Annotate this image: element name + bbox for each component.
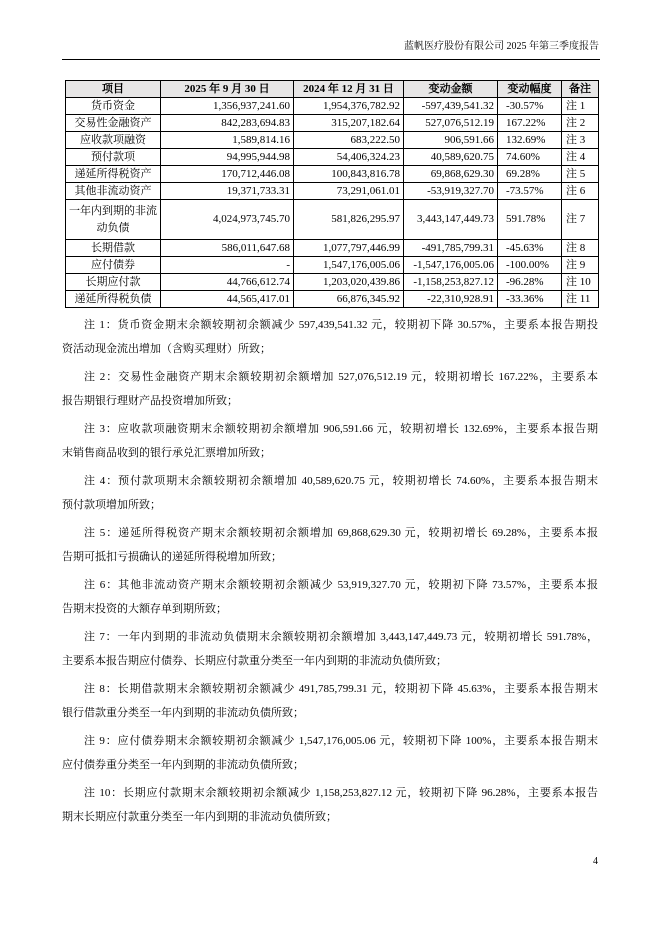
change-amount: 40,589,620.75 xyxy=(404,149,498,166)
current-period-value: 586,011,647.68 xyxy=(161,240,294,257)
current-period-value: 1,589,814.16 xyxy=(161,132,294,149)
prior-period-value: 1,954,376,782.92 xyxy=(294,98,404,115)
note-line: 告期末投资的大额存单到期所致； xyxy=(62,603,227,615)
row-item-label: 应收款项融资 xyxy=(66,132,161,149)
note-ref: 注 3 xyxy=(562,132,599,149)
note-line: 注 10：长期应付款期末余额较期初余额减少 1,158,253,827.12 元，较期初下降 96.28%，主要系本报告 xyxy=(84,787,598,799)
prior-period-value: 66,876,345.92 xyxy=(294,291,404,308)
row-item-label: 预付款项 xyxy=(66,149,161,166)
column-header-note: 备注 xyxy=(562,81,599,98)
notes-section xyxy=(62,313,598,833)
note-ref: 注 6 xyxy=(562,183,599,200)
row-item-label: 应付债券 xyxy=(66,257,161,274)
note-paragraph-5 xyxy=(62,521,598,569)
table-row xyxy=(66,240,599,257)
note-line: 末销售商品收到的银行承兑汇票增加所致； xyxy=(62,447,271,459)
column-header-current-period: 2025 年 9 月 30 日 xyxy=(161,81,294,98)
table-row xyxy=(66,183,599,200)
prior-period-value: 1,077,797,446.99 xyxy=(294,240,404,257)
header-divider xyxy=(62,59,600,60)
column-header-change-percent: 变动幅度 xyxy=(498,81,562,98)
row-item-label: 货币资金 xyxy=(66,98,161,115)
current-period-value: 170,712,446.08 xyxy=(161,166,294,183)
table-row xyxy=(66,200,599,240)
change-percent: 69.28% xyxy=(498,166,562,183)
current-period-value: 94,995,944.98 xyxy=(161,149,294,166)
note-ref: 注 10 xyxy=(562,274,599,291)
note-ref: 注 8 xyxy=(562,240,599,257)
note-ref: 注 4 xyxy=(562,149,599,166)
note-paragraph-4 xyxy=(62,469,598,517)
note-paragraph-7 xyxy=(62,625,598,673)
prior-period-value: 54,406,324.23 xyxy=(294,149,404,166)
table-header-row xyxy=(66,81,599,98)
note-line: 注 4：预付款项期末余额较期初余额增加 40,589,620.75 元，较期初增长 74.60%，主要系本报告期末 xyxy=(84,475,598,487)
prior-period-value: 315,207,182.64 xyxy=(294,115,404,132)
note-line: 注 7：一年内到期的非流动负债期末余额较期初余额增加 3,443,147,449.73 元，较期初增长 591.78%， xyxy=(84,631,598,643)
current-period-value: 4,024,973,745.70 xyxy=(161,200,294,240)
note-line: 预付款项增加所致； xyxy=(62,499,161,511)
change-percent: 74.60% xyxy=(498,149,562,166)
change-percent: -100.00% xyxy=(498,257,562,274)
note-line: 注 1：货币资金期末余额较期初余额减少 597,439,541.32 元，较期初下降 30.57%，主要系本报告期投 xyxy=(84,319,598,331)
current-period-value: 19,371,733.31 xyxy=(161,183,294,200)
change-percent: -30.57% xyxy=(498,98,562,115)
table-row xyxy=(66,166,599,183)
balance-change-table xyxy=(65,80,599,308)
change-amount: 3,443,147,449.73 xyxy=(404,200,498,240)
note-line: 银行借款重分类至一年内到期的非流动负债所致； xyxy=(62,707,304,719)
note-paragraph-3 xyxy=(62,417,598,465)
table-row xyxy=(66,98,599,115)
row-item-label: 递延所得税负债 xyxy=(66,291,161,308)
note-line: 期末长期应付款重分类至一年内到期的非流动负债所致； xyxy=(62,811,337,823)
table-row xyxy=(66,291,599,308)
row-item-label: 长期应付款 xyxy=(66,274,161,291)
prior-period-value: 1,547,176,005.06 xyxy=(294,257,404,274)
current-period-value: 44,766,612.74 xyxy=(161,274,294,291)
row-item-label: 递延所得税资产 xyxy=(66,166,161,183)
note-paragraph-10 xyxy=(62,781,598,829)
change-amount: -491,785,799.31 xyxy=(404,240,498,257)
note-line: 注 6：其他非流动资产期末余额较期初余额减少 53,919,327.70 元，较期初下降 73.57%，主要系本报 xyxy=(84,579,598,591)
change-amount: -1,158,253,827.12 xyxy=(404,274,498,291)
note-line: 注 3：应收款项融资期末余额较期初余额增加 906,591.66 元，较期初增长 132.69%，主要系本报告期 xyxy=(84,423,598,435)
note-line: 主要系本报告期应付债券、长期应付款重分类至一年内到期的非流动负债所致； xyxy=(62,655,447,667)
current-period-value: 44,565,417.01 xyxy=(161,291,294,308)
change-amount: 527,076,512.19 xyxy=(404,115,498,132)
row-item-label: 长期借款 xyxy=(66,240,161,257)
note-ref: 注 9 xyxy=(562,257,599,274)
table-row xyxy=(66,149,599,166)
change-amount: -22,310,928.91 xyxy=(404,291,498,308)
row-item-label: 其他非流动资产 xyxy=(66,183,161,200)
prior-period-value: 73,291,061.01 xyxy=(294,183,404,200)
column-header-prior-period: 2024 年 12 月 31 日 xyxy=(294,81,404,98)
note-line: 报告期银行理财产品投资增加所致； xyxy=(62,395,238,407)
note-ref: 注 1 xyxy=(562,98,599,115)
prior-period-value: 683,222.50 xyxy=(294,132,404,149)
page-number: 4 xyxy=(593,856,598,867)
current-period-value: 1,356,937,241.60 xyxy=(161,98,294,115)
note-line: 应付债券重分类至一年内到期的非流动负债所致； xyxy=(62,759,304,771)
change-percent: 591.78% xyxy=(498,200,562,240)
note-ref: 注 7 xyxy=(562,200,599,240)
change-percent: -73.57% xyxy=(498,183,562,200)
note-paragraph-2 xyxy=(62,365,598,413)
note-line: 注 2：交易性金融资产期末余额较期初余额增加 527,076,512.19 元，较期初增长 167.22%，主要系本 xyxy=(84,371,598,383)
change-amount: -1,547,176,005.06 xyxy=(404,257,498,274)
prior-period-value: 1,203,020,439.86 xyxy=(294,274,404,291)
note-paragraph-8 xyxy=(62,677,598,725)
table-row xyxy=(66,115,599,132)
column-header-change-amount: 变动金额 xyxy=(404,81,498,98)
change-amount: -597,439,541.32 xyxy=(404,98,498,115)
table-row xyxy=(66,257,599,274)
change-percent: 132.69% xyxy=(498,132,562,149)
prior-period-value: 100,843,816.78 xyxy=(294,166,404,183)
change-percent: 167.22% xyxy=(498,115,562,132)
change-amount: 69,868,629.30 xyxy=(404,166,498,183)
table-row xyxy=(66,274,599,291)
note-line: 注 5：递延所得税资产期末余额较期初余额增加 69,868,629.30 元，较期初增长 69.28%，主要系本报 xyxy=(84,527,598,539)
change-percent: -33.36% xyxy=(498,291,562,308)
note-ref: 注 11 xyxy=(562,291,599,308)
change-amount: 906,591.66 xyxy=(404,132,498,149)
report-header-title: 蓝帆医疗股份有限公司 2025 年第三季度报告 xyxy=(404,41,599,52)
note-ref: 注 5 xyxy=(562,166,599,183)
row-item-label: 交易性金融资产 xyxy=(66,115,161,132)
note-paragraph-1 xyxy=(62,313,598,361)
row-item-label: 一年内到期的非流动负债 xyxy=(66,200,161,240)
current-period-value: - xyxy=(161,257,294,274)
note-paragraph-6 xyxy=(62,573,598,621)
note-line: 注 8：长期借款期末余额较期初余额减少 491,785,799.31 元，较期初下降 45.63%，主要系本报告期末 xyxy=(84,683,598,695)
note-line: 资活动现金流出增加（含购买理财）所致； xyxy=(62,343,271,355)
change-percent: -96.28% xyxy=(498,274,562,291)
note-ref: 注 2 xyxy=(562,115,599,132)
column-header-item: 项目 xyxy=(66,81,161,98)
note-line: 告期可抵扣亏损确认的递延所得税增加所致； xyxy=(62,551,282,563)
note-paragraph-9 xyxy=(62,729,598,777)
table-row xyxy=(66,132,599,149)
note-line: 注 9：应付债券期末余额较期初余额减少 1,547,176,005.06 元，较期初下降 100%，主要系本报告期末 xyxy=(84,735,598,747)
current-period-value: 842,283,694.83 xyxy=(161,115,294,132)
change-amount: -53,919,327.70 xyxy=(404,183,498,200)
change-percent: -45.63% xyxy=(498,240,562,257)
prior-period-value: 581,826,295.97 xyxy=(294,200,404,240)
